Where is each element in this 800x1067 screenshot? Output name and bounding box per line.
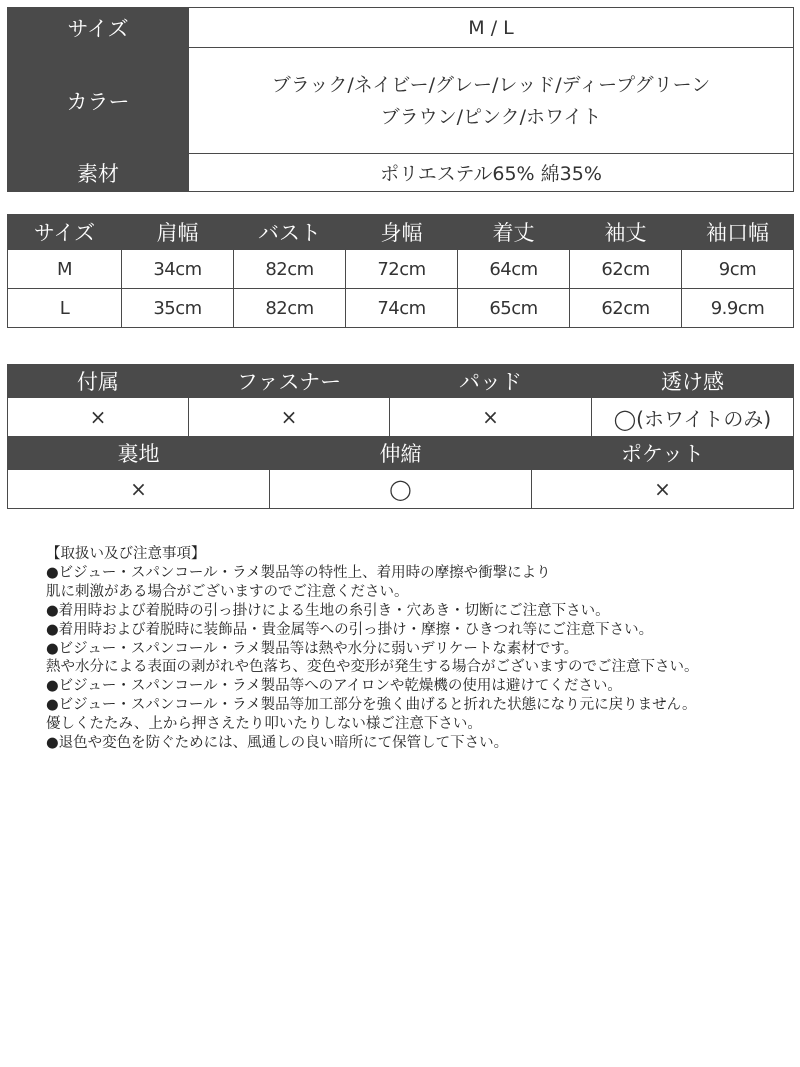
attributes-table-1 bbox=[7, 364, 794, 437]
pad-header: パッド bbox=[390, 365, 592, 398]
pocket-value: × bbox=[532, 470, 794, 509]
size-table bbox=[7, 214, 794, 328]
color-line-2: ブラウン/ピンク/ホワイト bbox=[380, 105, 602, 128]
note-line: ●着用時および着脱時の引っ掛けによる生地の糸引き・穴あき・切断にご注意下さい。 bbox=[46, 602, 610, 619]
table-cell: 74cm bbox=[346, 289, 458, 328]
color-line-1: ブラック/ネイビー/グレー/レッド/ディープグリーン bbox=[271, 73, 711, 96]
note-line: 肌に刺激がある場合がございますのでご注意ください。 bbox=[46, 583, 409, 600]
cuff-width-header: 袖口幅 bbox=[682, 215, 794, 250]
table-cell: 65cm bbox=[458, 289, 570, 328]
sheerness-value: ◯(ホワイトのみ) bbox=[592, 398, 794, 437]
note-line: ●ビジュー・スパンコール・ラメ製品等は熱や水分に弱いデリケートな素材です。 bbox=[46, 640, 579, 657]
pad-value: × bbox=[390, 398, 592, 437]
table-cell: 9cm bbox=[682, 250, 794, 289]
size-header: サイズ bbox=[8, 215, 122, 250]
table-cell: L bbox=[8, 289, 122, 328]
length-header: 着丈 bbox=[458, 215, 570, 250]
shoulder-header: 肩幅 bbox=[122, 215, 234, 250]
fastener-header: ファスナー bbox=[189, 365, 390, 398]
table-cell: 82cm bbox=[234, 250, 346, 289]
lining-value: × bbox=[8, 470, 270, 509]
material-value: ポリエステル65% 綿35% bbox=[189, 154, 794, 192]
note-line: 優しくたたみ、上から押さえたり叩いたりしない様ご注意下さい。 bbox=[46, 716, 482, 733]
sleeve-length-header: 袖丈 bbox=[570, 215, 682, 250]
table-cell: 62cm bbox=[570, 250, 682, 289]
table-cell: 9.9cm bbox=[682, 289, 794, 328]
size-table-header bbox=[8, 215, 794, 250]
note-line: ●着用時および着脱時に装飾品・貴金属等への引っ掛け・摩擦・ひきつれ等にご注意下さい。 bbox=[46, 621, 654, 638]
body-width-header: 身幅 bbox=[346, 215, 458, 250]
note-line: ●ビジュー・スパンコール・ラメ製品等加工部分を強く曲げると折れた状態になり元に戻りません。 bbox=[46, 697, 697, 714]
stretch-header: 伸縮 bbox=[270, 437, 532, 470]
note-line: ●退色や変色を防ぐためには、風通しの良い暗所にて保管して下さい。 bbox=[46, 735, 509, 752]
table-row bbox=[8, 289, 794, 328]
note-line: 熱や水分による表面の剥がれや色落ち、変色や変形が発生する場合がございますのでご注意下さい。 bbox=[46, 659, 699, 676]
size-value: M / L bbox=[189, 8, 794, 48]
table-cell: 34cm bbox=[122, 250, 234, 289]
table-cell: 35cm bbox=[122, 289, 234, 328]
color-value bbox=[189, 48, 794, 154]
table-cell: 64cm bbox=[458, 250, 570, 289]
pocket-header: ポケット bbox=[532, 437, 794, 470]
material-label: 素材 bbox=[8, 154, 189, 192]
care-notes bbox=[46, 545, 794, 753]
size-label: サイズ bbox=[8, 8, 189, 48]
spec-table bbox=[7, 7, 794, 192]
note-line: ●ビジュー・スパンコール・ラメ製品等の特性上、着用時の摩擦や衝撃により bbox=[46, 564, 551, 581]
bust-header: バスト bbox=[234, 215, 346, 250]
attributes-table-2 bbox=[7, 436, 794, 509]
accessories-value: × bbox=[8, 398, 189, 437]
color-label: カラー bbox=[8, 48, 189, 154]
sheerness-header: 透け感 bbox=[592, 365, 794, 398]
notes-title: 【取扱い及び注意事項】 bbox=[46, 546, 206, 562]
table-cell: 82cm bbox=[234, 289, 346, 328]
lining-header: 裏地 bbox=[8, 437, 270, 470]
table-cell: 72cm bbox=[346, 250, 458, 289]
fastener-value: × bbox=[189, 398, 390, 437]
note-line: ●ビジュー・スパンコール・ラメ製品等へのアイロンや乾燥機の使用は避けてください。 bbox=[46, 678, 622, 695]
table-row bbox=[8, 250, 794, 289]
table-cell: 62cm bbox=[570, 289, 682, 328]
stretch-value: ◯ bbox=[270, 470, 532, 509]
accessories-header: 付属 bbox=[8, 365, 189, 398]
table-cell: M bbox=[8, 250, 122, 289]
